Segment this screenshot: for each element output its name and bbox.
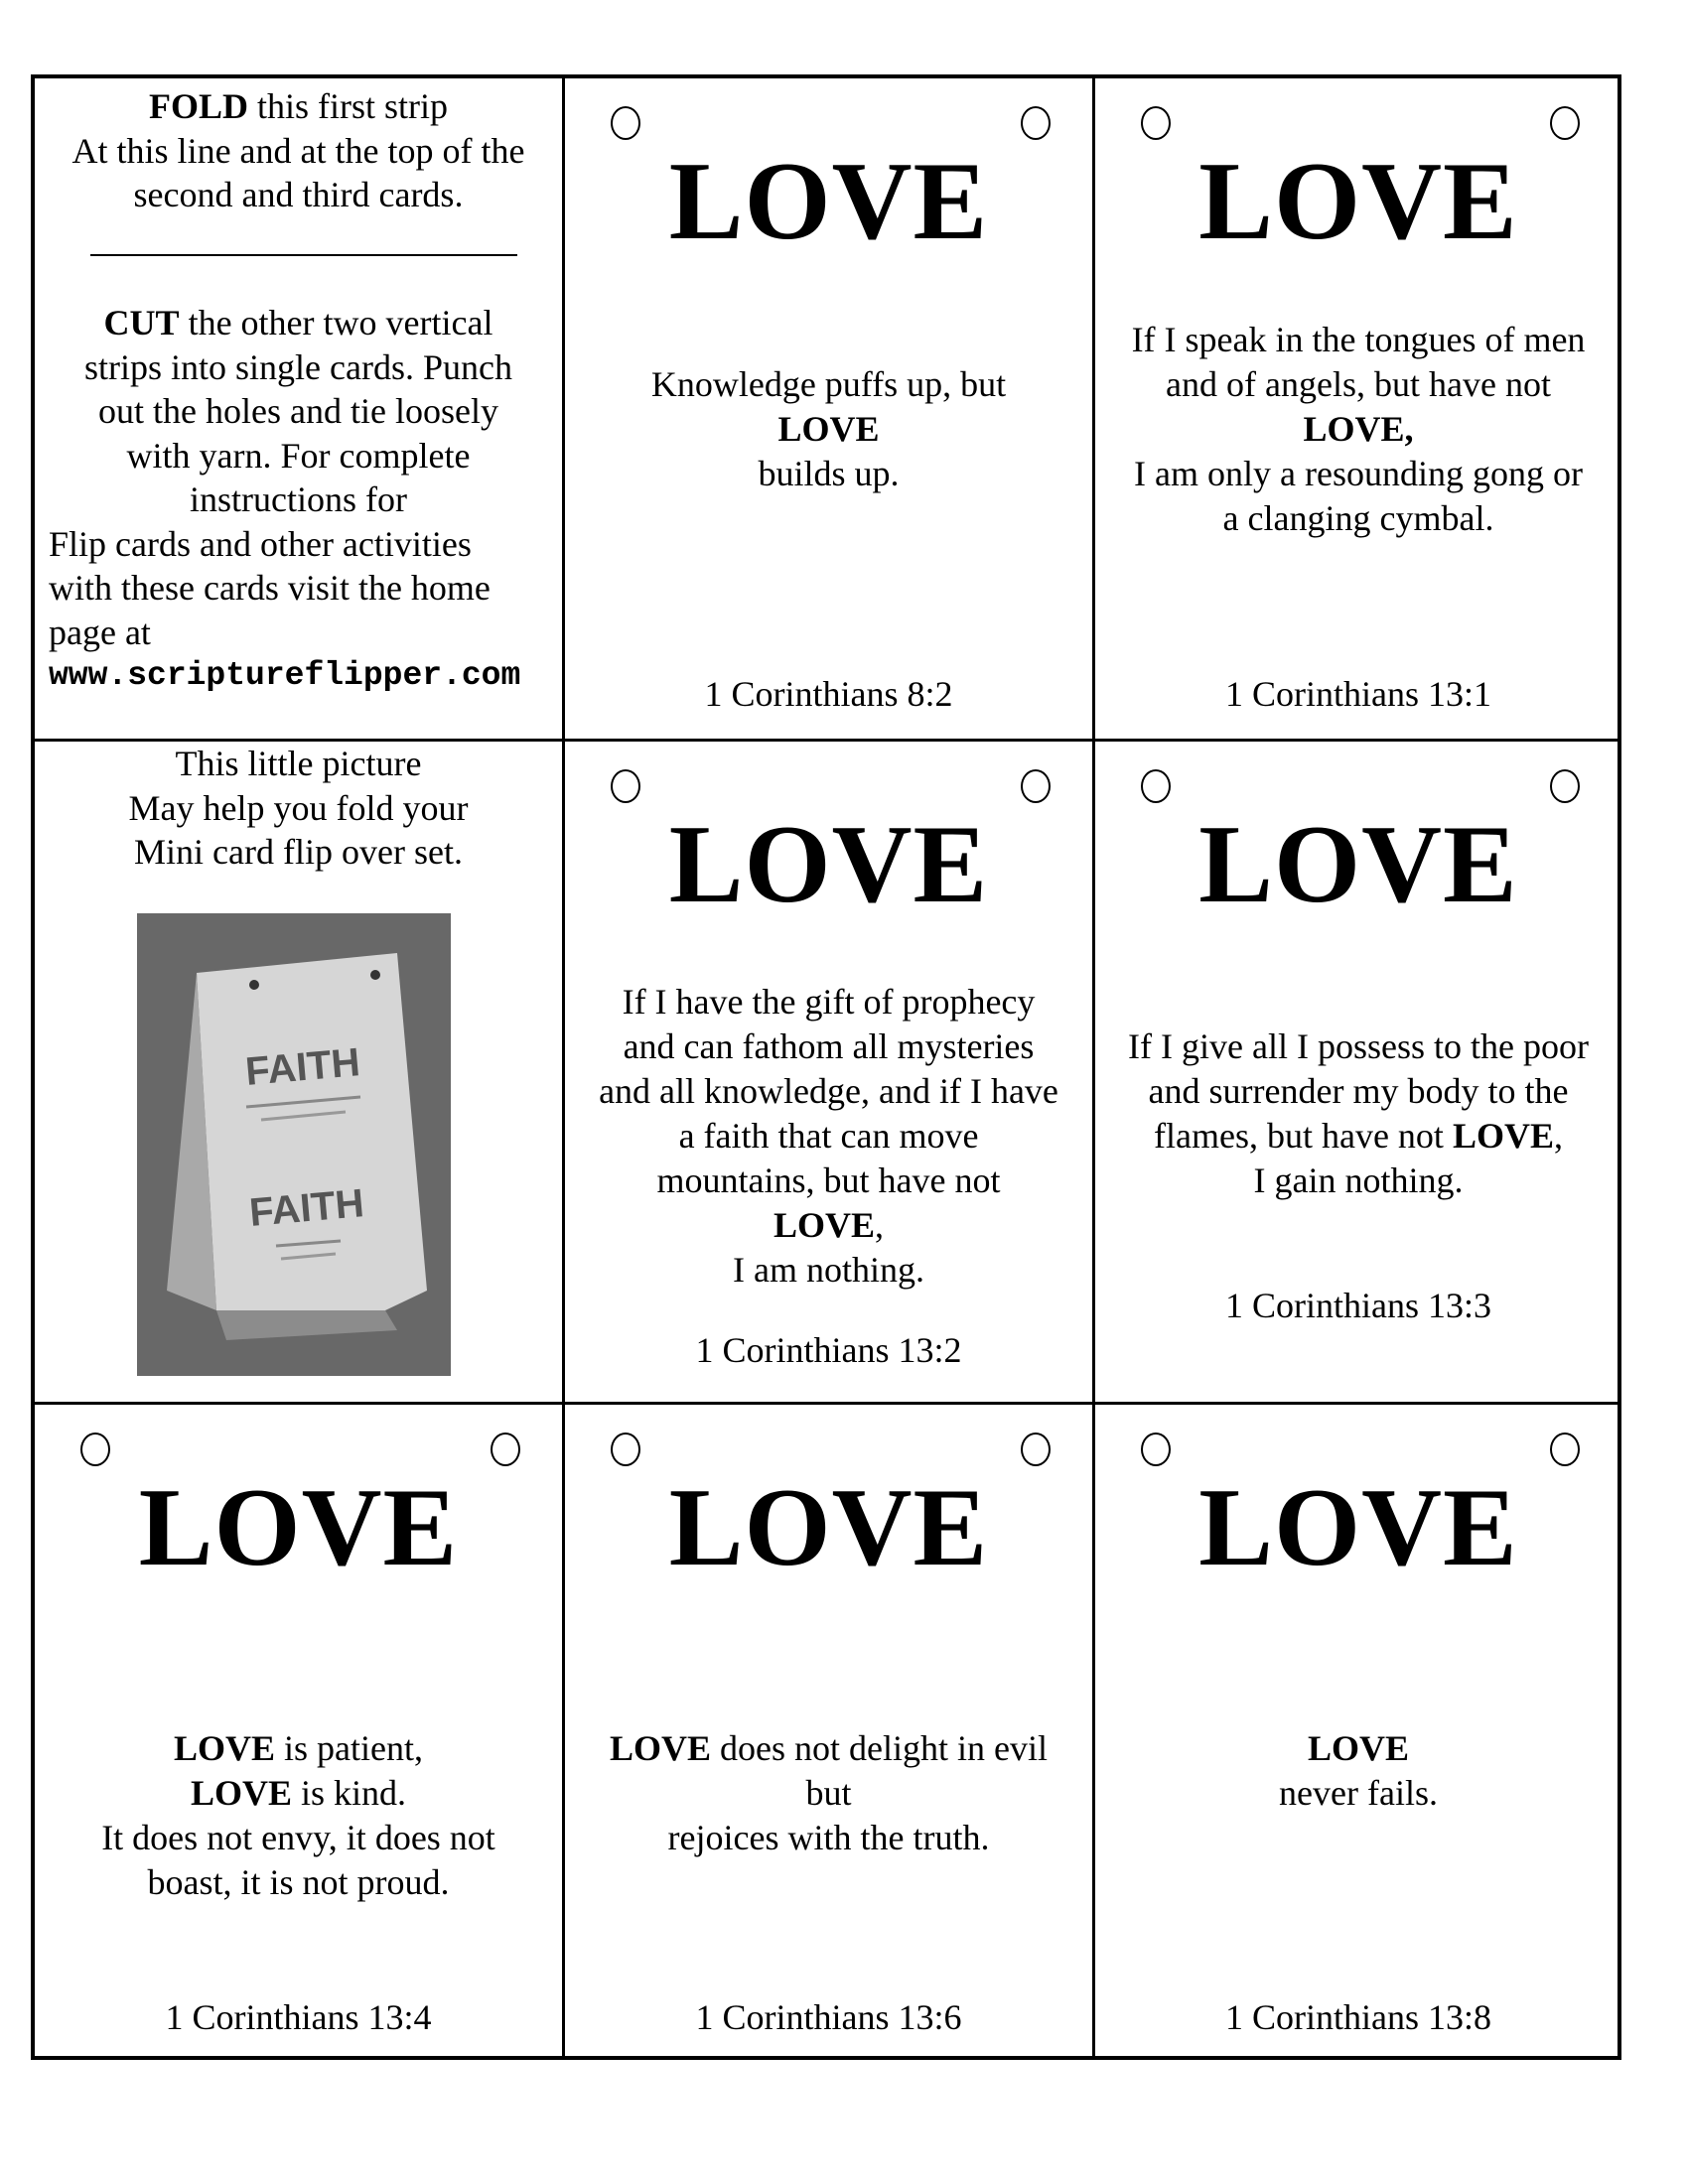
photo-text-faith-top: FAITH — [243, 1040, 362, 1095]
fold-keyword: FOLD — [148, 86, 248, 126]
punch-hole-icon — [80, 1433, 110, 1466]
love-card — [565, 742, 1092, 1402]
card-verse: If I speak in the tongues of men and of angels, but have not LOVE, I am only a resounding gong or a clanging cymbal. — [1131, 320, 1586, 538]
cut-text: Flip cards and other activities — [49, 523, 472, 564]
card-verse: Knowledge puffs up, but LOVE builds up. — [650, 364, 1007, 493]
caption-line: Mini card flip over set. — [134, 832, 463, 872]
punch-hole-icon — [611, 106, 640, 140]
card-title: LOVE — [138, 1466, 459, 1589]
card-reference: 1 Corinthians 13:8 — [1225, 1997, 1491, 2037]
website-url: www.scriptureflipper.com — [49, 657, 521, 694]
cut-text: with yarn. For complete — [126, 435, 471, 476]
card-verse: LOVE does not delight in evil but rejoices with the truth. — [610, 1728, 1048, 1857]
card-verse: LOVE never fails. — [1279, 1728, 1438, 1813]
card-verse: If I have the gift of prophecy and can fathom all mysteries and all knowledge, and if I have a faith that can move mountains, but have not LOVE, I am nothing. — [599, 982, 1058, 1290]
card-reference: 1 Corinthians 13:4 — [165, 1997, 432, 2037]
cut-text: strips into single cards. Punch — [84, 346, 512, 387]
cut-text: page at — [49, 612, 151, 652]
punch-hole-icon — [491, 1433, 520, 1466]
cut-text: the other two vertical — [179, 303, 493, 342]
card-verse: If I give all I possess to the poor and surrender my body to the flames, but have not LOVE, I gain nothing. — [1128, 1026, 1589, 1200]
card-verse: LOVE is patient, LOVE is kind. It does not envy, it does not boast, it is not proud. — [101, 1728, 495, 1902]
caption-line: May help you fold your — [128, 787, 469, 828]
punch-hole-icon — [1021, 769, 1051, 803]
picture-caption — [49, 742, 548, 875]
fold-text: second and third cards. — [133, 175, 464, 214]
card-reference: 1 Corinthians 13:2 — [695, 1330, 962, 1370]
punch-hole-icon — [1141, 769, 1171, 803]
fold-text: this first strip — [248, 86, 449, 126]
punch-hole-icon — [611, 1433, 640, 1466]
punch-hole-icon — [1141, 106, 1171, 140]
card-sheet — [31, 74, 1621, 2060]
card-reference: 1 Corinthians 13:6 — [695, 1997, 962, 2037]
photo-text-faith-bottom: FAITH — [247, 1181, 366, 1236]
card-title: LOVE — [1198, 1466, 1518, 1589]
punch-hole-icon — [611, 769, 640, 803]
love-card — [1095, 1405, 1621, 2060]
punch-hole-icon — [1141, 1433, 1171, 1466]
cut-text: with these cards visit the home — [49, 568, 491, 608]
card-title: LOVE — [1198, 140, 1518, 263]
card-title: LOVE — [668, 803, 989, 926]
punch-hole-icon — [1021, 106, 1051, 140]
love-card — [565, 78, 1092, 739]
love-card — [1095, 742, 1621, 1402]
card-reference: 1 Corinthians 13:3 — [1225, 1286, 1491, 1325]
card-reference: 1 Corinthians 8:2 — [704, 674, 953, 714]
fold-text: At this line and at the top of the — [71, 130, 525, 171]
card-title: LOVE — [668, 140, 989, 263]
card-title: LOVE — [668, 1466, 989, 1589]
cut-instructions — [49, 301, 548, 699]
punch-hole-icon — [1550, 106, 1580, 140]
love-card — [1095, 78, 1621, 739]
cut-text: instructions for — [190, 479, 407, 519]
instructions-panel — [35, 78, 562, 739]
caption-line: This little picture — [175, 744, 422, 783]
card-reference: 1 Corinthians 13:1 — [1225, 674, 1491, 714]
punch-hole-icon — [1550, 769, 1580, 803]
cut-text: out the holes and tie loosely — [98, 391, 498, 431]
card-title: LOVE — [1198, 803, 1518, 926]
punch-hole-icon — [1550, 1433, 1580, 1466]
cut-keyword: CUT — [103, 303, 180, 342]
folded-card-photo — [137, 913, 451, 1376]
picture-panel — [35, 742, 562, 1402]
love-card — [565, 1405, 1092, 2060]
fold-instructions — [49, 84, 548, 217]
punch-hole-icon — [1021, 1433, 1051, 1466]
love-card — [35, 1405, 562, 2060]
fold-line — [90, 254, 517, 256]
